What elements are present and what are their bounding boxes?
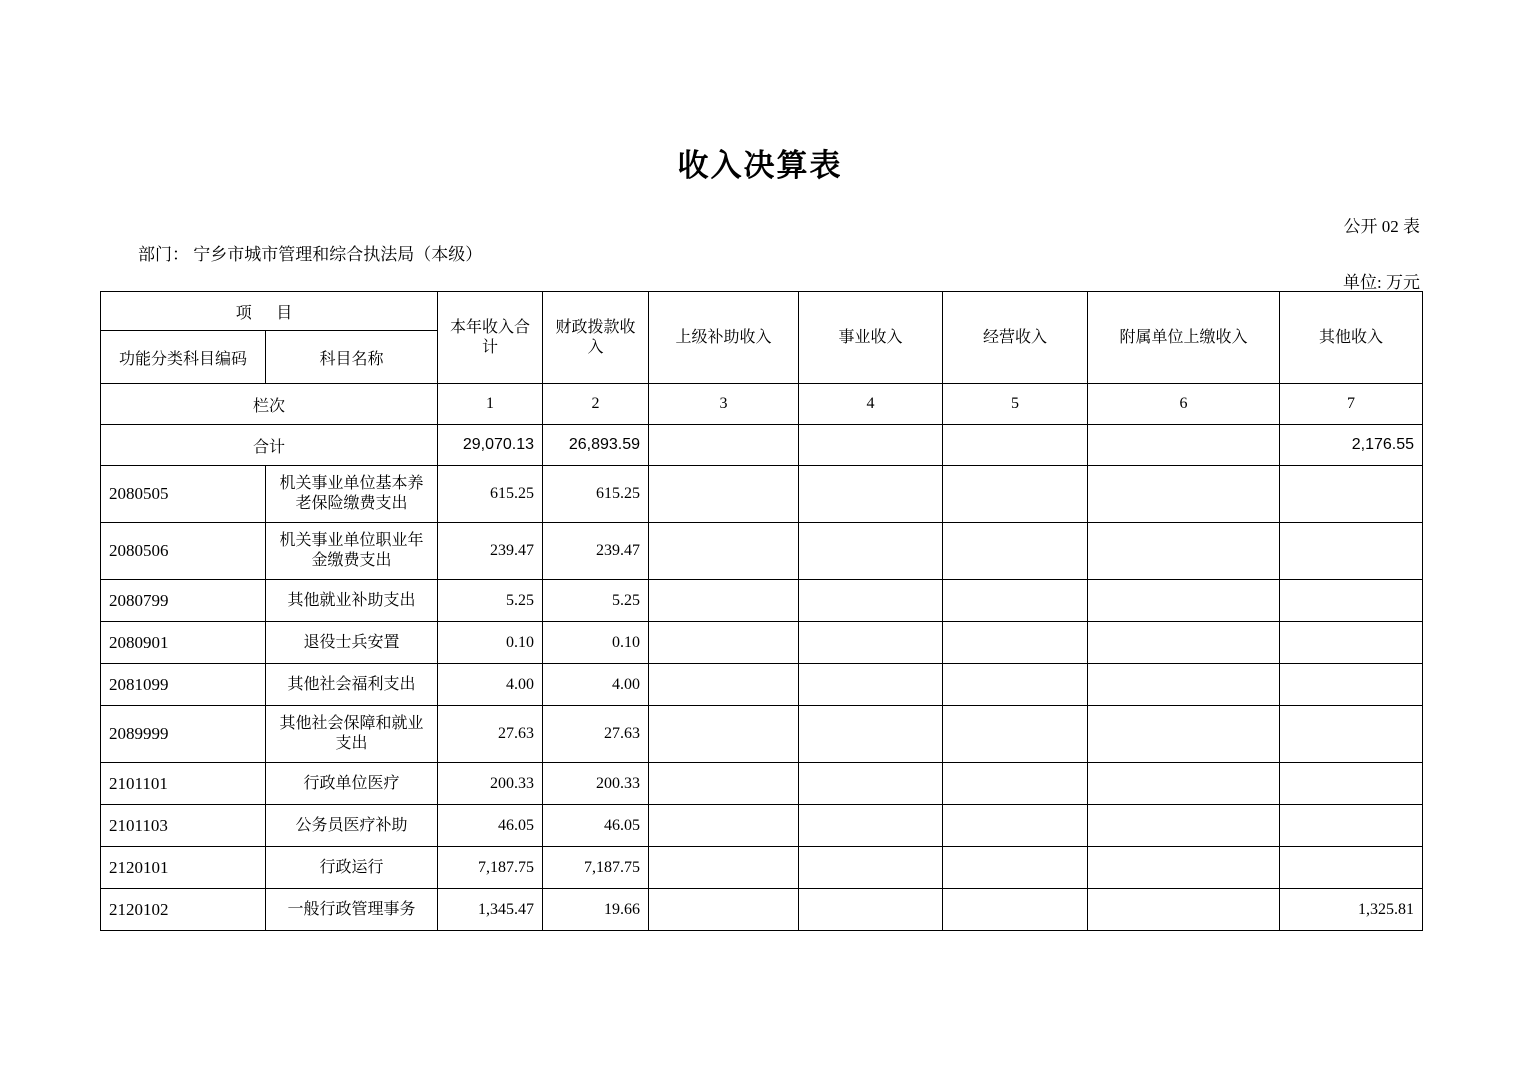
row-value-2: 239.47 [543,523,649,580]
total-value-2: 26,893.59 [543,425,649,466]
row-value-4 [799,763,943,805]
row-code: 2080799 [101,580,266,622]
row-value-7 [1280,847,1423,889]
row-name: 行政运行 [266,847,438,889]
row-value-2: 27.63 [543,706,649,763]
row-value-7 [1280,706,1423,763]
total-value-5 [943,425,1088,466]
row-value-7 [1280,664,1423,706]
row-value-3 [649,847,799,889]
row-value-3 [649,805,799,847]
header-col-name: 科目名称 [266,331,438,384]
total-value-4 [799,425,943,466]
row-value-6 [1088,706,1280,763]
row-value-5 [943,889,1088,931]
header-col-1: 本年收入合计 [438,292,543,384]
row-value-7 [1280,805,1423,847]
table-row [101,889,1423,931]
page-title: 收入决算表 [677,148,843,183]
row-value-3 [649,523,799,580]
row-name: 机关事业单位基本养老保险缴费支出 [266,466,438,523]
row-value-2: 615.25 [543,466,649,523]
row-value-3 [649,889,799,931]
row-value-5 [943,622,1088,664]
row-value-6 [1088,466,1280,523]
row-code: 2101103 [101,805,266,847]
row-value-7 [1280,763,1423,805]
row-name: 其他社会福利支出 [266,664,438,706]
table-row [101,847,1423,889]
header-col-code: 功能分类科目编码 [101,331,266,384]
row-code: 2120101 [101,847,266,889]
row-value-5 [943,763,1088,805]
row-value-1: 5.25 [438,580,543,622]
row-value-7 [1280,523,1423,580]
row-value-7 [1280,580,1423,622]
table-row [101,664,1423,706]
row-value-4 [799,805,943,847]
header-col-6: 附属单位上缴收入 [1088,292,1280,384]
form-code-label: 公开 02 表 [1343,217,1420,236]
row-value-1: 239.47 [438,523,543,580]
table-row [101,763,1423,805]
row-value-1: 7,187.75 [438,847,543,889]
row-code: 2080901 [101,622,266,664]
header-col-2: 财政拨款收入 [543,292,649,384]
table-header-row-1 [101,292,1423,331]
row-value-1: 1,345.47 [438,889,543,931]
row-name: 行政单位医疗 [266,763,438,805]
row-name: 一般行政管理事务 [266,889,438,931]
department-label: 部门： 宁乡市城市管理和综合执法局（本级） [138,245,483,264]
row-value-6 [1088,889,1280,931]
row-value-1: 200.33 [438,763,543,805]
row-name: 其他就业补助支出 [266,580,438,622]
header-col-5: 经营收入 [943,292,1088,384]
row-value-7 [1280,466,1423,523]
row-value-7 [1280,622,1423,664]
row-value-3 [649,466,799,523]
row-value-5 [943,706,1088,763]
row-name: 公务员医疗补助 [266,805,438,847]
row-value-4 [799,580,943,622]
header-col-7: 其他收入 [1280,292,1423,384]
row-value-5 [943,466,1088,523]
row-value-1: 4.00 [438,664,543,706]
row-value-6 [1088,847,1280,889]
row-value-3 [649,580,799,622]
row-code: 2101101 [101,763,266,805]
row-value-2: 19.66 [543,889,649,931]
revenue-final-accounts-table [100,291,1423,931]
row-value-4 [799,706,943,763]
row-value-4 [799,466,943,523]
row-value-6 [1088,763,1280,805]
table-row [101,466,1423,523]
row-value-6 [1088,805,1280,847]
unit-label: 单位: 万元 [1343,273,1420,292]
row-value-4 [799,622,943,664]
row-value-6 [1088,622,1280,664]
row-name: 退役士兵安置 [266,622,438,664]
row-name: 机关事业单位职业年金缴费支出 [266,523,438,580]
table-row [101,580,1423,622]
total-value-7: 2,176.55 [1280,425,1423,466]
lanci-7: 7 [1280,384,1423,425]
row-value-3 [649,763,799,805]
row-value-2: 0.10 [543,622,649,664]
row-value-1: 0.10 [438,622,543,664]
row-value-5 [943,847,1088,889]
row-code: 2080506 [101,523,266,580]
table-row [101,805,1423,847]
row-value-3 [649,622,799,664]
row-value-3 [649,706,799,763]
total-value-3 [649,425,799,466]
lanci-4: 4 [799,384,943,425]
row-value-1: 27.63 [438,706,543,763]
total-value-1: 29,070.13 [438,425,543,466]
row-value-1: 615.25 [438,466,543,523]
total-row [101,425,1423,466]
lanci-1: 1 [438,384,543,425]
row-code: 2089999 [101,706,266,763]
row-value-2: 46.05 [543,805,649,847]
row-code: 2120102 [101,889,266,931]
row-value-5 [943,664,1088,706]
row-value-2: 4.00 [543,664,649,706]
lanci-3: 3 [649,384,799,425]
row-value-2: 200.33 [543,763,649,805]
row-value-4 [799,523,943,580]
column-index-row [101,384,1423,425]
header-col-4: 事业收入 [799,292,943,384]
total-label: 合计 [101,425,438,466]
table-row [101,523,1423,580]
lanci-6: 6 [1088,384,1280,425]
row-value-5 [943,580,1088,622]
row-code: 2080505 [101,466,266,523]
row-value-1: 46.05 [438,805,543,847]
row-value-6 [1088,523,1280,580]
header-col-3: 上级补助收入 [649,292,799,384]
row-name: 其他社会保障和就业支出 [266,706,438,763]
row-value-3 [649,664,799,706]
total-value-6 [1088,425,1280,466]
row-code: 2081099 [101,664,266,706]
table-row [101,706,1423,763]
row-value-4 [799,889,943,931]
lanci-2: 2 [543,384,649,425]
row-value-5 [943,805,1088,847]
row-value-7: 1,325.81 [1280,889,1423,931]
row-value-2: 5.25 [543,580,649,622]
lanci-label: 栏次 [101,384,438,425]
row-value-4 [799,847,943,889]
header-group-item: 项 目 [101,292,438,331]
row-value-2: 7,187.75 [543,847,649,889]
lanci-5: 5 [943,384,1088,425]
row-value-6 [1088,664,1280,706]
row-value-6 [1088,580,1280,622]
row-value-4 [799,664,943,706]
row-value-5 [943,523,1088,580]
table-row [101,622,1423,664]
